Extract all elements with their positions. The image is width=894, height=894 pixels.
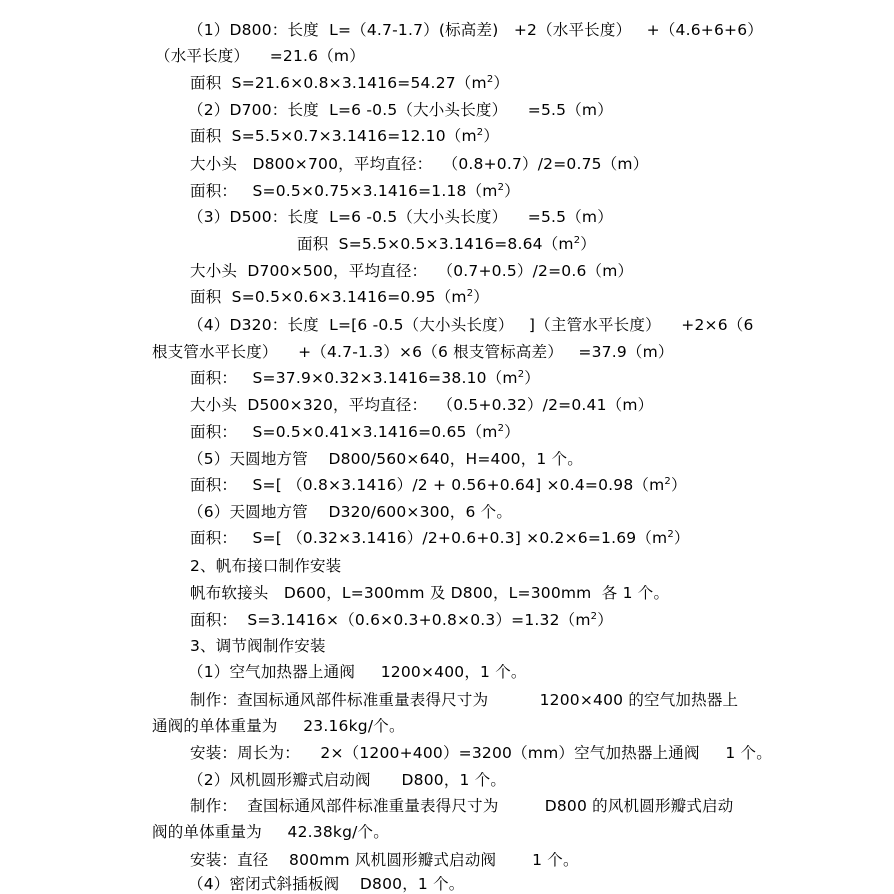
- text-line-17: （5）天圆地方管 D800/560×640，H=400，1 个。: [188, 450, 583, 468]
- text-line-31: 阀的单体重量为 42.38kg/个。: [152, 823, 389, 841]
- text-line-33-cutoff: （4）密闭式斜插板阀 D800，1 个。: [188, 875, 465, 893]
- text-line-1: （1）D800：长度 L=（4.7-1.7）(标高差) +2（水平长度） +（4.6+6+6）: [188, 21, 763, 39]
- section-heading-2: 2、帆布接口制作安装: [190, 557, 342, 575]
- text-line-28: 安装：周长为： 2×（1200+400）=3200（mm）空气加热器上通阀 1 个。: [190, 744, 772, 762]
- text-line-27: 通阀的单体重量为 23.16kg/个。: [152, 717, 405, 735]
- text-line-23: 面积： $S=3.1416\times(0.6\times 0.3+0.8\times 0.3)=1.32(m^2)$: [190, 611, 613, 629]
- text-line-20: 面积： S=[ $(0.32\times 3.1416)/2+0.6+0.3] \times 0.2\times 6=1.69(m^2)$: [190, 529, 690, 547]
- text-line-3: 面积 $S=21.6\times 0.8\times 3.1416=54.27(m^2)$: [190, 74, 510, 92]
- text-line-14: 面积： $S=37.9\times 0.32\times 3.1416=38.10(m^2)$: [190, 369, 540, 387]
- text-line-16: 面积： $S=0.5\times 0.41\times 3.1416=0.65(m^2)$: [190, 423, 520, 441]
- text-line-5: 面积 $S=5.5\times 0.7\times 3.1416=12.10(m^2)$: [190, 127, 500, 145]
- text-line-2: （水平长度） =21.6（m）: [155, 47, 365, 65]
- text-line-19: （6）天圆地方管 D320/600×300，6 个。: [188, 503, 513, 521]
- text-line-4: （2）D700：长度 L=6 -0.5（大小头长度） =5.5（m）: [188, 101, 613, 119]
- text-line-11: 面积 $S=0.5\times 0.6\times 3.1416=0.95(m^2)$: [190, 288, 489, 306]
- text-line-10: 大小头 D700×500，平均直径： （0.7+0.5）/2=0.6（m）: [190, 262, 634, 280]
- text-line-18: 面积： S=[ $(0.8\times 3.1416)/2 + 0.56+0.64] \times 0.4=0.98(m^2)$: [190, 476, 687, 494]
- text-line-29: （2）风机圆形瓣式启动阀 D800，1 个。: [188, 771, 507, 789]
- text-line-25: （1）空气加热器上通阀 1200×400，1 个。: [188, 663, 527, 681]
- text-line-9: 面积 $S=5.5\times 0.5\times 3.1416=8.64(m^2)$: [297, 235, 596, 253]
- text-line-15: 大小头 D500×320，平均直径： （0.5+0.32）/2=0.41（m）: [190, 396, 654, 414]
- text-line-32: 安装：直径 800mm 风机圆形瓣式启动阀 1 个。: [190, 851, 579, 869]
- text-line-8: （3）D500：长度 L=6 -0.5（大小头长度） =5.5（m）: [188, 208, 613, 226]
- text-line-13: 根支管水平长度） +（4.7-1.3）×6（6 根支管标高差） =37.9（m）: [152, 343, 674, 361]
- text-line-12: （4）D320：长度 L=[6 -0.5（大小头长度） ]（主管水平长度） +2×6（6: [188, 316, 754, 334]
- text-line-22: 帆布软接头 D600，L=300mm 及 D800，L=300mm 各 1 个。: [190, 584, 670, 602]
- text-line-7: 面积： $S=0.5\times 0.75\times 3.1416=1.18(m^2)$: [190, 182, 520, 200]
- text-line-30: 制作： 查国标通风部件标准重量表得尺寸为 D800 的风机圆形瓣式启动: [190, 797, 734, 815]
- text-line-6: 大小头 D800×700，平均直径： （0.8+0.7）/2=0.75（m）: [190, 155, 649, 173]
- section-heading-3: 3、调节阀制作安装: [190, 637, 326, 655]
- text-line-26: 制作：查国标通风部件标准重量表得尺寸为 1200×400 的空气加热器上: [190, 691, 739, 709]
